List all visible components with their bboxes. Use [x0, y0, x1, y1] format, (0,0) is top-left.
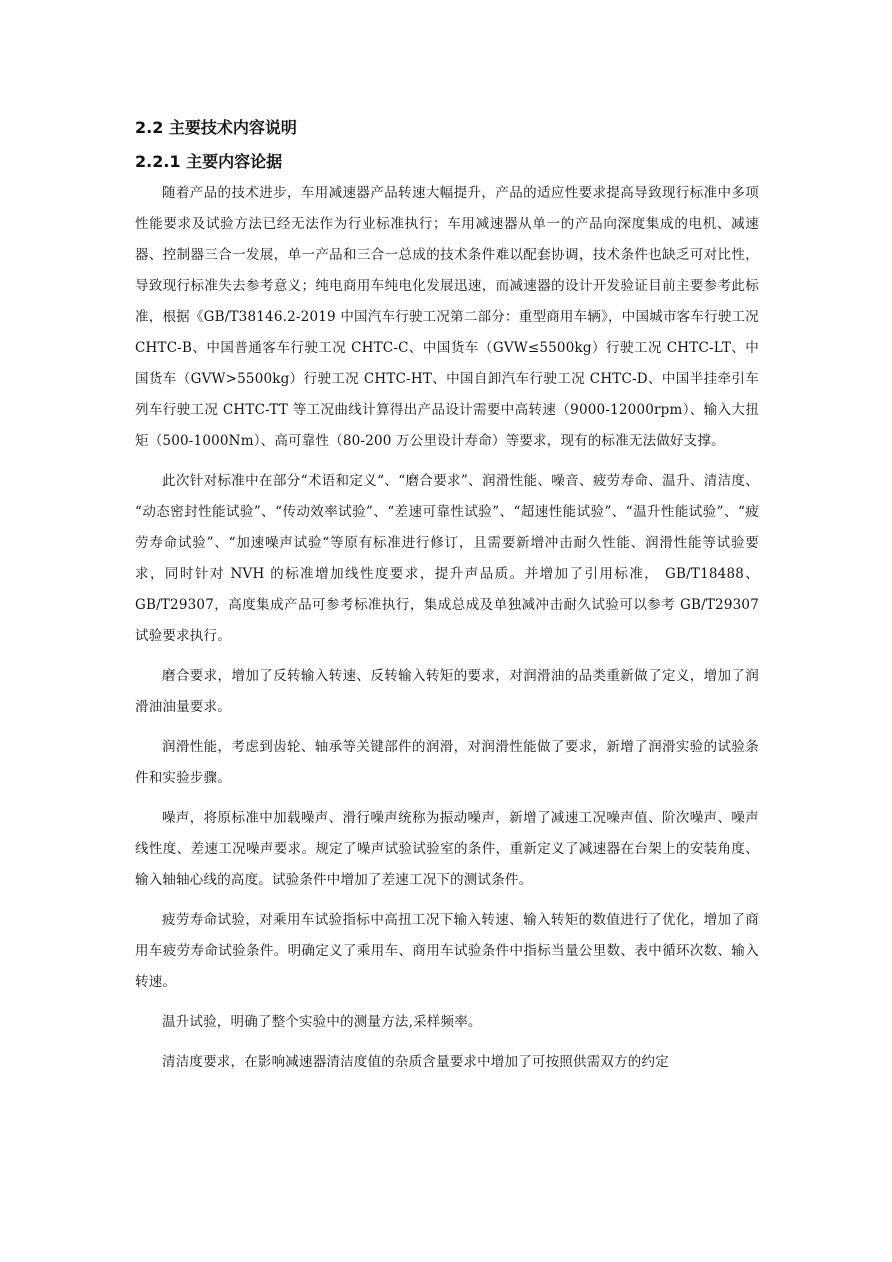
- paragraph-break-in: 磨合要求，增加了反转输入转速、反转输入转矩的要求，对润滑油的品类重新做了定义，增加了润滑油油量要求。: [135, 668, 759, 715]
- document-body: [135, 114, 759, 1078]
- paragraph-noise: 噪声，将原标准中加载噪声、滑行噪声统称为振动噪声，新增了减速工况噪声值、阶次噪声、噪声线性度、差速工况噪声要求。规定了噪声试验试验室的条件，重新定义了减速器在台架上的安装角度、输入轴轴心线的高度。试验条件中增加了差速工况下的测试条件。: [135, 810, 759, 888]
- paragraph-fatigue-life: 疲劳寿命试验，对乘用车试验指标中高扭工况下输入转速、输入转矩的数值进行了优化，增加了商用车疲劳寿命试验条件。明确定义了乘用车、商用车试验条件中指标当量公里数、表中循环次数、输入转速。: [135, 912, 759, 990]
- paragraph-lubrication: 润滑性能，考虑到齿轮、轴承等关键部件的润滑，对润滑性能做了要求，新增了润滑实验的试验条件和实验步骤。: [135, 739, 759, 786]
- paragraph-cleanliness: 清洁度要求，在影响减速器清洁度值的杂质含量要求中增加了可按照供需双方的约定: [162, 1054, 669, 1070]
- paragraph-revision-scope: 此次针对标准中在部分“术语和定义“、“磨合要求”、润滑性能、噪音、疲劳寿命、温升、清洁度、 “动态密封性能试验”、“传动效率试验”、“差速可靠性试验”、“超速性能试验”、“温升性能试验”、“疲劳寿命试验”、“加速噪声试验“等原有标准进行修订，且需要新增冲击耐久性能、润滑性能等试验要求，同时针对 NVH 的标准增加线性度要求，提升声品质。并增加了引用标准， GB/T18488、 GB/T29307，高度集成产品可参考标准执行，集成总成及单独减冲击耐久试验可以参考 GB/T29307 试验要求执行。: [135, 473, 759, 644]
- section-heading: 2.2 主要技术内容说明: [135, 118, 297, 137]
- paragraph-temperature-rise: 温升试验，明确了整个实验中的测量方法,采样频率。: [162, 1014, 482, 1030]
- paragraph-rationale: 随着产品的技术进步，车用减速器产品转速大幅提升，产品的适应性要求提高导致现行标准中多项性能要求及试验方法已经无法作为行业标准执行；车用减速器从单一的产品向深度集成的电机、减速器、控制器三合一发展，单一产品和三合一总成的技术条件难以配套协调，技术条件也缺乏可对比性，导致现行标准失去参考意义；纯电商用车纯电化发展迅速，而减速器的设计开发验证目前主要参考此标准，根据《GB/T38146.2-2019 中国汽车行驶工况第二部分：重型商用车辆》，中国城市客车行驶工况 CHTC-B、中国普通客车行驶工况 CHTC-C、中国货车（GVW≤5500kg）行驶工况 CHTC-LT、中国货车（GVW>5500kg）行驶工况 CHTC-HT、中国自卸汽车行驶工况 CHTC-D、中国半挂牵引车列车行驶工况 CHTC-TT 等工况曲线计算得出产品设计需要中高转速（9000-12000rpm）、输入大扭矩（500-1000Nm）、高可靠性（80-200 万公里设计寿命）等要求，现有的标准无法做好支撑。: [135, 185, 759, 449]
- subsection-heading: 2.2.1 主要内容论据: [135, 152, 283, 171]
